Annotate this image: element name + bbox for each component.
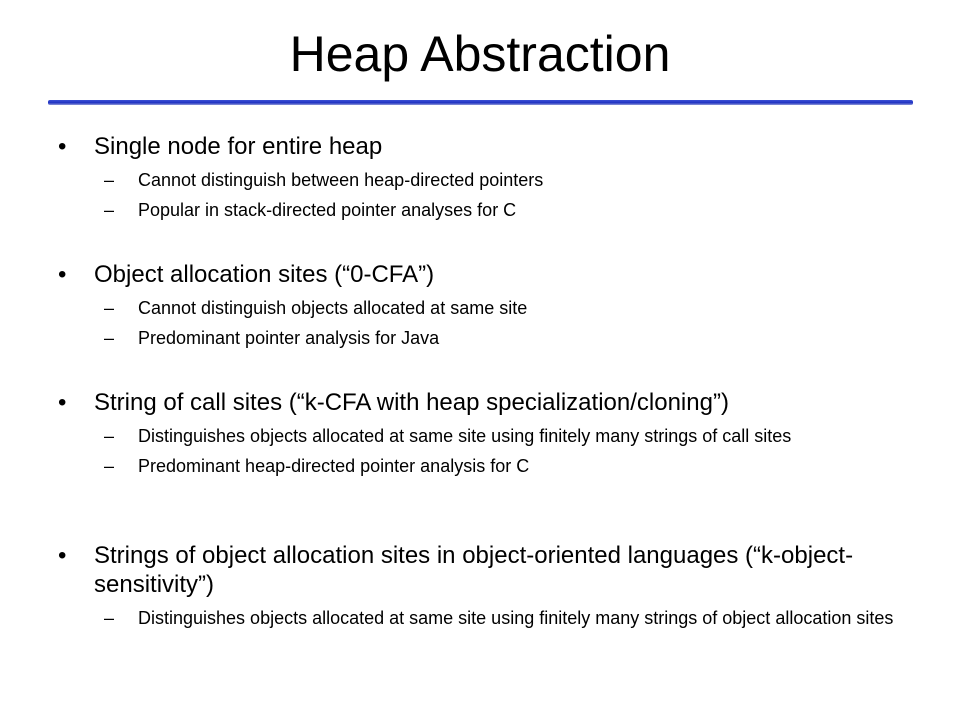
- slide-title: Heap Abstraction: [289, 26, 671, 82]
- sub-item: [104, 327, 908, 349]
- dash-glyph: –: [104, 328, 115, 348]
- bullet-item-1: [58, 132, 908, 221]
- bullet-glyph: •: [58, 389, 67, 416]
- sub-item-text: Predominant heap-directed pointer analysis for C: [138, 456, 530, 476]
- sub-item-text: Cannot distinguish objects allocated at same site: [138, 298, 528, 318]
- bullet-text: Single node for entire heap: [94, 133, 383, 160]
- sub-item-text: Distinguishes objects allocated at same site using finitely many strings of call sites: [138, 426, 792, 446]
- dash-glyph: –: [104, 170, 115, 190]
- bullet-text: Object allocation sites (“0-CFA”): [94, 261, 435, 288]
- sub-item: [104, 297, 908, 319]
- dash-glyph: –: [104, 200, 115, 220]
- sub-item: [104, 455, 908, 477]
- sub-item: [104, 425, 908, 447]
- sub-item-text: Distinguishes objects allocated at same site using finitely many strings of object allocation sites: [138, 608, 894, 628]
- bullet-item-3: [58, 388, 908, 477]
- title-underline: [48, 100, 913, 105]
- bullet-text: String of call sites (“k-CFA with heap specialization/cloning”): [94, 389, 729, 416]
- bullet-text: Strings of object allocation sites in object-oriented languages (“k-object-sensitivity”): [94, 542, 854, 598]
- bullet-glyph: •: [58, 261, 67, 288]
- sub-item: [104, 199, 908, 221]
- sub-item: [104, 169, 908, 191]
- bullet-glyph: •: [58, 542, 67, 569]
- bullet-item-2: [58, 260, 908, 349]
- dash-glyph: –: [104, 298, 115, 318]
- sub-item-text: Predominant pointer analysis for Java: [138, 328, 440, 348]
- dash-glyph: –: [104, 456, 115, 476]
- sub-item: [104, 607, 908, 629]
- dash-glyph: –: [104, 608, 115, 628]
- dash-glyph: –: [104, 426, 115, 446]
- sub-item-text: Popular in stack-directed pointer analyses for C: [138, 200, 517, 220]
- sub-item-text: Cannot distinguish between heap-directed pointers: [138, 170, 544, 190]
- bullet-item-4: [58, 541, 908, 629]
- bullet-glyph: •: [58, 133, 67, 160]
